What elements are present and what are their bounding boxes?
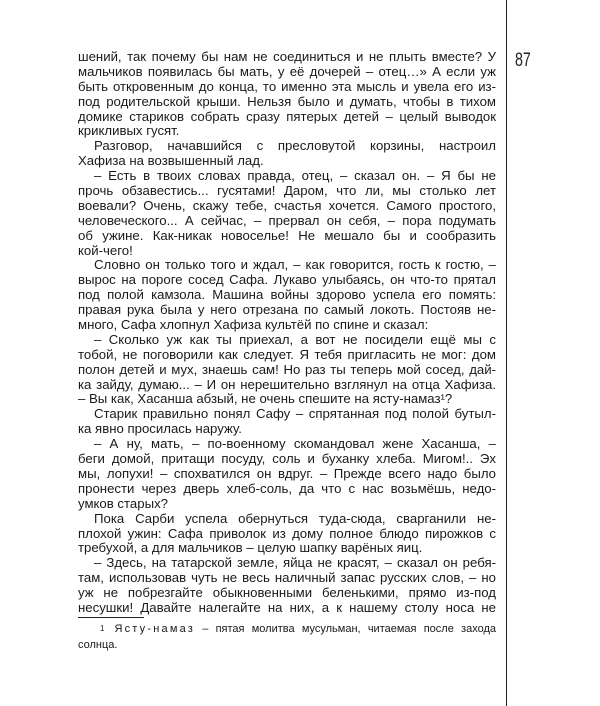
footnote-line-2: солнца. xyxy=(78,639,118,651)
text-line: – Здесь, на татарской земле, яйца не красят, – сказал он ребя- xyxy=(94,555,496,571)
text-line: – Вы как, Хасанша абзый, не очень спешите на ясту-намаз¹? xyxy=(78,391,453,407)
body-text xyxy=(78,50,496,616)
text-line: мы, лопухи! – спохватился он вдруг. – Прежде всего надо было xyxy=(78,465,496,481)
text-line: много, Сафа хлопнул Хафиза культёй по спине и сказал: xyxy=(78,317,429,333)
text-line: несушки! Давайте налегайте на них, а к нашему столу носа не xyxy=(78,599,496,615)
text-line: Пока Сарби успела обернуться туда-сюда, сварганили не- xyxy=(94,510,496,526)
text-line: – А ну, мать, – по-военному скомандовал жене Хасанша, – xyxy=(94,436,496,452)
text-line: быть откровенным до конца, то именно эта мысль и увела его из- xyxy=(78,78,496,94)
footnote-term: Ясту-намаз xyxy=(114,623,196,635)
text-line: ка явно просилась наружу. xyxy=(78,421,242,437)
text-line: беги домой, притащи посуду, соль и буханку хлеба. Мигом!.. Эх xyxy=(78,451,496,467)
text-line: тобой, не поговорили как следует. Я тебя пригласить не мог: дом xyxy=(78,346,496,362)
text-line: прочь обзавестись... гусятами! Даром, что ли, мы столько лет xyxy=(78,183,496,199)
footnote-line-1 xyxy=(78,621,496,637)
page-margin-line xyxy=(506,0,507,706)
text-line: – Есть в твоих словах правда, отец, – сказал он. – Я бы не xyxy=(94,168,496,184)
text-line: – Сколько уж как ты приехал, а вот не посидели ещё мы с xyxy=(94,331,496,347)
text-line: под родительской крыши. Нельзя было и думать, чтобы в тихом xyxy=(78,93,496,109)
text-line: полон детей и мух, знаешь сам! Но раз ты теперь мой сосед, дай- xyxy=(78,361,496,377)
text-line: плохой ужин: Сафа приволок из дому полное блюдо пирожков с xyxy=(78,525,496,541)
footnote-divider xyxy=(78,617,144,618)
text-line: Разговор, начавшийся с пресловутой корзины, настроил xyxy=(94,138,496,154)
text-line: уж не побрезгайте обыкновенными беленькими, прямо из-под xyxy=(78,585,496,601)
text-line: под полой камзола. Машина войны здорово успела его помять: xyxy=(78,287,496,303)
text-line: правая рука была у него отрезана по самый локоть. Постояв не- xyxy=(78,302,496,318)
text-line: Словно он только того и ждал, – как говорится, гость к гостю, – xyxy=(94,257,496,273)
footnote-marker: 1 xyxy=(100,624,105,633)
footnote-text: – пятая молитва мусульман, читаемая после захода xyxy=(202,623,496,635)
text-line: пронести через дверь хлеб-соль, да что с нас возьмёшь, недо- xyxy=(78,480,496,496)
text-line: требухой, а для мальчиков – целую шапку варёных яиц. xyxy=(78,540,423,556)
footnote xyxy=(78,621,496,653)
text-line: умков старых? xyxy=(78,495,168,511)
text-line: кой-чего! xyxy=(78,242,133,258)
text-line: об ужине. Как-никак новоселье! Не мешало бы и сообразить xyxy=(78,227,496,243)
page-number: 87 xyxy=(515,50,531,71)
text-line: там, использовав чуть не весь наличный запас русских слов, – но xyxy=(78,570,496,586)
text-line: крикливых гусят. xyxy=(78,123,180,139)
text-line: Хафиза на возвышенный лад. xyxy=(78,153,264,169)
text-line: человеческого... А сейчас, – прервал он себя, – пора подумать xyxy=(78,212,496,228)
text-line: ка зайду, думаю... – И он нерешительно взглянул на отца Хафиза. xyxy=(78,376,496,392)
text-line: вырос на пороге сосед Сафа. Лукаво улыбаясь, он что-то прятал xyxy=(78,272,496,288)
text-line: домике стариков собрать сразу пятерых детей – целый выводок xyxy=(78,108,496,124)
text-line: шений, так почему бы нам не соединиться и не плыть вместе? У xyxy=(78,49,496,64)
text-line: воевали? Очень, скажу тебе, счастья хочется. Самого простого, xyxy=(78,197,496,213)
text-line: мальчиков появилась бы мать, у её дочерей – отец…» А если уж xyxy=(78,63,496,79)
text-line: Старик правильно понял Сафу – спрятанная под полой бутыл- xyxy=(94,406,496,422)
